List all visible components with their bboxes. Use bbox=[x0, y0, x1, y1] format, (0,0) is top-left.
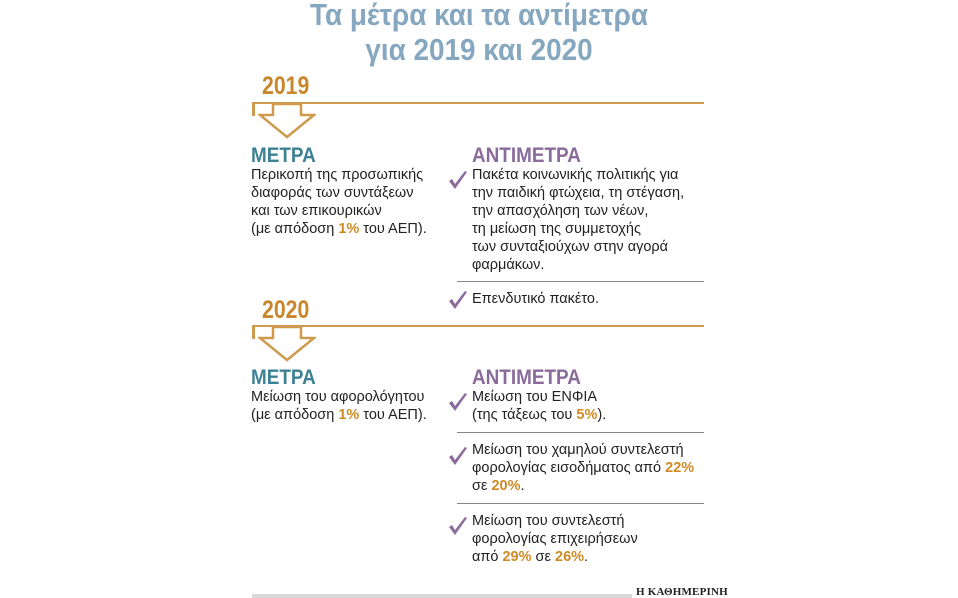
antimetra-2019-item-1 bbox=[472, 166, 684, 274]
highlight-value: 5% bbox=[576, 407, 598, 423]
antimetra-2019-heading: ΑΝΤΙΜΕΤΡΑ bbox=[472, 144, 581, 167]
footer-bar bbox=[252, 594, 632, 598]
year-2019-label: 2019 bbox=[262, 72, 310, 100]
metra-2020-heading: ΜΕΤΡΑ bbox=[251, 366, 316, 389]
down-arrow-icon bbox=[258, 103, 316, 139]
checkmark-icon bbox=[447, 170, 469, 192]
metra-2019-line: Περικοπή της προσωπικής bbox=[251, 167, 424, 183]
year-2020-rule-tick bbox=[252, 325, 255, 339]
highlight-value: 1% bbox=[338, 221, 360, 237]
antimetra-2019-item-2 bbox=[472, 290, 599, 308]
metra-2019-text bbox=[251, 166, 427, 238]
antimetra-line: φορολογίας εισοδήματος από 22% bbox=[472, 460, 695, 476]
highlight-value: 1% bbox=[338, 407, 360, 423]
antimetra-2020-item-1 bbox=[472, 388, 606, 424]
antimetra-line: των συνταξιούχων στην αγορά bbox=[472, 239, 669, 255]
metra-2019-line: διαφοράς των συντάξεων bbox=[251, 185, 414, 201]
year-2020-label: 2020 bbox=[262, 296, 310, 324]
title-line-2: για 2019 και 2020 bbox=[365, 32, 593, 67]
checkmark-icon bbox=[447, 290, 469, 312]
checkmark-icon bbox=[447, 392, 469, 414]
antimetra-line: Μείωση του χαμηλού συντελεστή bbox=[472, 442, 684, 458]
metra-2020-line: (με απόδοση 1% του ΑΕΠ). bbox=[251, 407, 427, 423]
antimetra-line: από 29% σε 26%. bbox=[472, 549, 589, 565]
highlight-value: 20% bbox=[491, 478, 521, 494]
highlight-value: 22% bbox=[665, 460, 695, 476]
checkmark-icon bbox=[447, 516, 469, 538]
metra-2019-line: και των επικουρικών bbox=[251, 203, 382, 219]
antimetra-line: Μείωση του ΕΝΦΙΑ bbox=[472, 389, 598, 405]
metra-2020-text bbox=[251, 388, 427, 424]
divider bbox=[457, 432, 704, 433]
highlight-value: 26% bbox=[555, 549, 585, 565]
metra-2020-line: Μείωση του αφορολόγητου bbox=[251, 389, 425, 405]
antimetra-line: Μείωση του συντελεστή bbox=[472, 513, 625, 529]
antimetra-line: τη μείωση της συμμετοχής bbox=[472, 221, 641, 237]
antimetra-line: την παιδική φτώχεια, τη στέγαση, bbox=[472, 185, 685, 201]
antimetra-line: φορολογίας επιχειρήσεων bbox=[472, 531, 638, 547]
antimetra-line: φαρμάκων. bbox=[472, 257, 545, 273]
antimetra-2020-heading: ΑΝΤΙΜΕΤΡΑ bbox=[472, 366, 581, 389]
antimetra-line: σε 20%. bbox=[472, 478, 525, 494]
checkmark-icon bbox=[447, 446, 469, 468]
antimetra-line: Πακέτα κοινωνικής πολιτικής για bbox=[472, 167, 679, 183]
source-credit: Η ΚΑΘΗΜΕΡΙΝΗ bbox=[636, 586, 728, 598]
antimetra-line: την απασχόληση των νέων, bbox=[472, 203, 649, 219]
metra-2019-line: (με απόδοση 1% του ΑΕΠ). bbox=[251, 221, 427, 237]
down-arrow-icon bbox=[258, 326, 316, 362]
year-2019-rule-tick bbox=[252, 102, 255, 116]
divider bbox=[457, 281, 704, 282]
antimetra-line: Επενδυτικό πακέτο. bbox=[472, 291, 600, 307]
title-line-1: Τα μέτρα και τα αντίμετρα bbox=[309, 0, 649, 32]
highlight-value: 29% bbox=[502, 549, 532, 565]
metra-2019-heading: ΜΕΤΡΑ bbox=[251, 144, 316, 167]
antimetra-2020-item-3 bbox=[472, 512, 638, 566]
antimetra-2020-item-2 bbox=[472, 441, 694, 495]
year-2020-rule bbox=[252, 325, 704, 327]
divider bbox=[457, 503, 704, 504]
year-2019-rule bbox=[252, 102, 704, 104]
antimetra-line: (της τάξεως του 5%). bbox=[472, 407, 607, 423]
